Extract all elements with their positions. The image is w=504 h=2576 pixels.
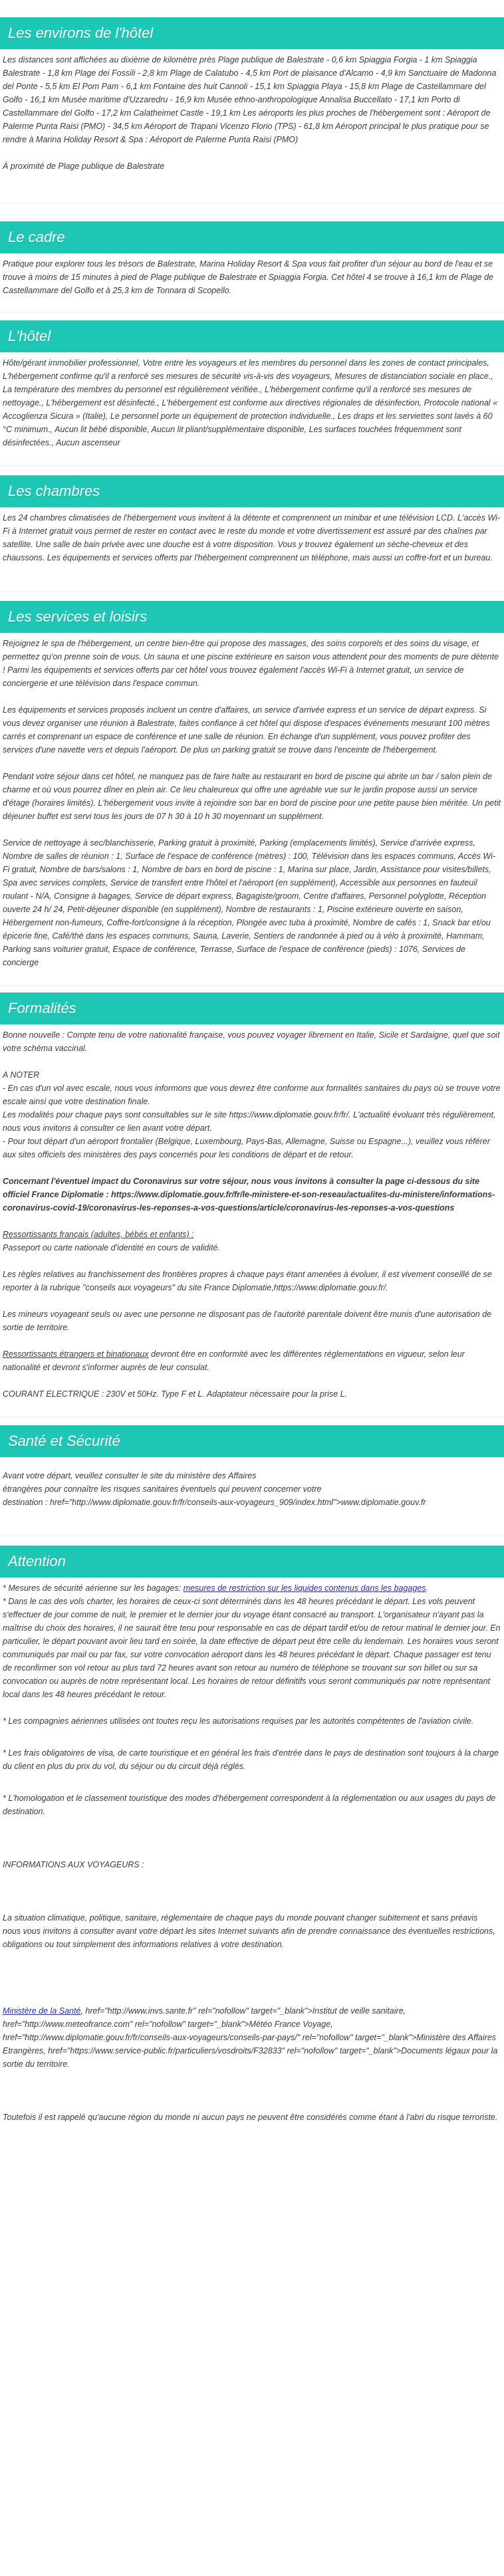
services-paragraph-1: Rejoignez le spa de l'hébergement, un centre bien-être qui propose des massages, des soins corporels et des soins du visage, et permettez qu'on prenne soin de vous. Un sauna et une piscine extérieure en saison vous attendent pour des moments de pure détente ! Parmi les équipements et services offerts par cet hôtel vous trouvez également l'accès Wi-Fi à Internet gratuit, un service de conciergerie et une télévision dans l'espace commun. xyxy=(3,639,499,688)
section-formalites xyxy=(0,993,504,1410)
section-title-environs: Les environs de l'hôtel xyxy=(0,17,504,49)
environs-text: Les distances sont affichées au dixième de kilomètre près Plage publique de Balestrate - 0,6 km Spiaggia Forgia - 1 km Spiaggia Balestrate - 1,8 km Plage dei Fossili - 2,8 km Plage de Calatubo - 4,5 km Port de plaisance d'Alcamo - 4,9 km Sanctuaire de Madonna del Ponte - 5,5 km El Pom Pam - 6,1 km Fontaine des huit Cannoli - 15,1 km Spiaggia Playa - 15,8 km Plage de Castellammare del Golfo - 16,1 km Musée maritime d'Uzzaredru - 16,9 km Musée ethno-anthropologique Annalisa Buccellato - 17,1 km Porto di Castellammare del Golfo - 17,2 km Calatheimet Castle - 19,1 km Les aéroports les plus proches de l'hébergement sont : Aéroport de Palerme Punta Raisi (PMO) - 34,5 km Aéroport de Trapani Vicenzo Florio (TPS) - 61,8 km Aéroport principal le plus pratique pour se rendre à Marina Holiday Resort & Spa : Aéroport de Palerme Punta Raisi (PMO) xyxy=(3,55,497,144)
liquids-restriction-link[interactable]: mesures de restriction sur les liquides contenus dans les bagages xyxy=(183,1583,426,1593)
environs-note: À proximité de Plage publique de Balestrate xyxy=(3,162,165,171)
spacer xyxy=(3,2084,501,2111)
sante-text: Avant votre départ, veuillez consulter le site du ministère des Affaires étrangères pour connaître les risques sanitaires éventuels qui peuvent concerner votre destination : href="http://www.diplomatie.gouv.fr/fr/conseils-aux-voyageurs_909/index.html">www.diplomatie.gouv.fr xyxy=(3,1471,426,1507)
formalites-note-block xyxy=(3,1068,501,1161)
services-paragraph-3: Pendant votre séjour dans cet hôtel, ne manquez pas de faire halte au restaurant en bord de piscine qui abrite un bar / salon plein de charme et où vous pourrez dîner en plein air. Ce lieu chaleureux qui offre une agréable vue sur le jardin propose aussi un service d'étage (horaires limités). L'hébergement vous invite à rejoindre son bar en bord de piscine pour une petite pause bien méritée. Un petit déjeuner buffet est servi tous les jours de 07 h 30 à 10 h 30 moyennant un supplément. xyxy=(3,772,501,821)
formalites-minors: Les mineurs voyageant seuls ou avec une personne ne disposant pas de l'autorité parentale doivent être munis d'une autorisation de sortie de territoire. xyxy=(3,1310,492,1332)
section-title-cadre: Le cadre xyxy=(0,221,504,253)
section-body-services xyxy=(0,633,504,979)
section-title-formalites: Formalités xyxy=(0,993,504,1024)
services-paragraph-2: Les équipements et services proposés incluent un centre d'affaires, un service d'arrivée express et un service de départ express. Si vous devez organiser une réunion à Balestrate, faites confiance à cet hôtel qui dispose d'espaces événements mesurant 100 mètres carrés et comprenant un espace de conférence et une salle de réunion. En échange d'un supplément, vous pouvez profiter des services d'une navette vers et depuis l'aéroport. De plus un parking gratuit se trouve dans l'enceinte de l'hébergement. xyxy=(3,705,490,755)
hotel-text: Hôte/gérant immobilier professionnel, Votre entre les voyageurs et les membres du personnel dans les zones de contact principales, L'hébergement confirme qu'il a renforcé ses mesures de sécurité vis-à-vis des voyageurs, Mesures de distanciation sociale en place., La température des membres du personnel est régulièrement vérifiée., L'hébergement confirme qu'il a renforcé ses mesures de nettoyage., L'hébergement est désinfecté., L'hébergement est conforme aux directives régionales de désinfection, Protocole national « Accoglienza Sicura » (Italie), Le personnel porte un équipement de protection individuelle., Les draps et les serviettes sont lavés à 60 °C minimum., Aucun lit bébé disponible, Aucun lit pliant/supplémentaire disponible, Les surfaces touchées fréquemment sont désinfectées., Aucun ascenseur xyxy=(3,358,498,447)
formalites-note-line: - Pour tout départ d'un aéroport frontalier (Belgique, Luxembourg, Pays-Bas, Allemagne, Suisse ou Espagne...), veuillez vous référer aux sites officiels des ministères des pays concernés pour les conditions de départ et de retour. xyxy=(3,1137,490,1159)
formalites-foreigners-label: Ressortissants étrangers et binationaux xyxy=(3,1349,149,1359)
section-title-chambres: Les chambres xyxy=(0,475,504,507)
section-body-cadre xyxy=(0,253,504,306)
formalites-documents-block xyxy=(3,1228,501,1254)
attention-links xyxy=(3,2004,501,2071)
attention-situation: La situation climatique, politique, sanitaire, réglementaire de chaque pays du monde pouvant changer subitement et sans préavis nous vous invitons à consulter avant votre départ les sites Internet suivants afin de prendre connaissance des éventuelles restrictions, obligations ou tout simplement des informations relatives à votre destination. xyxy=(3,1913,495,1949)
section-divider xyxy=(0,985,504,986)
attention-luggage-security xyxy=(3,1581,501,1595)
section-title-services: Les services et loisirs xyxy=(0,601,504,633)
section-body-environs xyxy=(0,49,504,182)
services-paragraph-4: Service de nettoyage à sec/blanchisserie, Parking gratuit à proximité, Parking (emplacements limités), Service d'arrivée express, Nombre de salles de réunion : 1, Surface de l'espace de conférence (mètres) : 100, Télévision dans les espaces communs, Accès Wi-Fi gratuit, Nombre de bars/salons : 1, Nombre de bars en bord de piscine : 1, Marina sur place, Jardin, Assistance pour visites/billets, Spa avec services complets, Service de transfert entre l'hôtel et l'aéroport (en supplément), Accessible aux personnes en fauteuil roulant - N/A, Consigne à bagages, Service de départ express, Bagagiste/groom, Centre d'affaires, Personnel polyglotte, Réception ouverte 24 h/ 24, Petit-déjeuner disponible (en supplément), Nombre de restaurants : 1, Piscine extérieure ouverte en saison, Hébergement non-fumeurs, Coffre-fort/consigne à la réception, Plongée avec tuba à proximité, Nombre de cafés : 1, Snack bar et/ou épicerie fine, Café/thé dans les espaces communs, Sauna, Laverie, Sentiers de randonnée à pied ou à vélo à proximité, Hammam, Parking sans voiturier gratuit, Espace de conférence, Terrasse, Surface de l'espace de conférence (pieds) : 1076, Services de concierge xyxy=(3,838,496,967)
formalites-electric: COURANT ELECTRIQUE : 230V et 50Hz. Type F et L. Adaptateur nécessaire pour la prise L. xyxy=(3,1389,348,1399)
formalites-note-line: Les modalités pour chaque pays sont consultables sur le site https://www.diplomatie.gouv.fr/fr/. L'actualité évoluant très régulièrement, nous vous invitons à consulter ce lien avant votre départ. xyxy=(3,1110,496,1133)
formalites-documents-text: Passeport ou carte nationale d'identité en cours de validité. xyxy=(3,1243,220,1252)
section-divider xyxy=(0,465,504,466)
section-body-sante xyxy=(0,1457,504,1518)
spacer xyxy=(3,1741,501,1746)
section-divider xyxy=(0,591,504,592)
spacer xyxy=(3,1885,501,1911)
formalites-intro: Bonne nouvelle : Compte tenu de votre nationalité française, vous pouvez voyager librement en Italie, Sicile et Sardaigne, quel que soit votre schéma vaccinal. xyxy=(3,1030,500,1053)
attention-luggage-suffix: . xyxy=(426,1583,428,1593)
ministere-sante-link[interactable]: Ministère de la Santé xyxy=(3,2006,81,2016)
attention-luggage-prefix: * Mesures de sécurité aérienne sur les bagages: xyxy=(3,1583,184,1593)
formalites-coronavirus-notice: Concernant l'éventuel impact du Coronavirus sur votre séjour, nous vous invitons à consulter la page ci-dessous du site officiel France Diplomatie : https://www.diplomatie.gouv.fr/fr/le-ministere-et-son-reseau/actualites-du-ministere/informations-coronavirus-covid-19/coronavirus-les-reponses-a-vos-questions/article/coronavirus-les-reponses-a-vos-questions xyxy=(3,1177,495,1213)
formalites-note-line: - En cas d'un vol avec escale, nous vous informons que vous devrez être conforme aux formalités sanitaires du pays où se trouve votre escale ainsi que votre destination finale. xyxy=(3,1084,501,1106)
section-divider xyxy=(0,202,504,203)
section-cadre xyxy=(0,221,504,306)
formalites-border-rules: Les règles relatives au franchissement des frontières propres à chaque pays étant amenées à évoluer, il est vivement conseillé de se reporter à la rubrique "conseils aux voyageurs" du site France Diplomatie,https://www.diplomatie.gouv.fr/. xyxy=(3,1270,492,1292)
section-title-attention: Attention xyxy=(0,1546,504,1578)
formalites-note-heading: A NOTER xyxy=(3,1070,40,1080)
cadre-text: Pratique pour explorer tous les trésors de Balestrate, Marina Holiday Resort & Spa vous fait profiter d'un séjour au bord de l'eau et se trouve à moins de 15 minutes à pied de Plage publique de Balestrate et Spiaggia Forgia. Cet hôtel 4 se trouve à 16,1 km de Plage de Castellammare del Golfo et à 25,3 km de Tonnara di Scopello. xyxy=(3,259,493,295)
formalites-foreigners xyxy=(3,1347,501,1374)
section-environs xyxy=(0,17,504,182)
section-chambres xyxy=(0,475,504,574)
attention-airlines: * Les compagnies aériennes utilisées ont toutes reçu les autorisations requises par les autorités compétentes de l'aviation civile. xyxy=(3,1716,474,1726)
attention-links-text: , href="http://www.invs.sante.fr" rel="nofollow" target="_blank">Institut de veille sanitaire, href="http://www.meteofrance.com" rel="nofollow" target="_blank">Météo France Voyage, href="http://www.diplomatie.gouv.fr/fr/conseils-aux-voyageurs/conseils-par-pays/" rel="nofollow" target="_blank">Ministère des Affaires Etrangères, href="https://www.service-public.fr/particuliers/vosdroits/F32833" rel="nofollow" target="_blank">Documents légaux pour la sortie du territoire. xyxy=(3,2006,498,2069)
section-hotel xyxy=(0,320,504,459)
spacer xyxy=(3,1786,501,1792)
attention-charter-flights: * Dans le cas des vols charter, les horaires de ceux-ci sont déterminés dans les 48 heures précédant le départ. Les vols peuvent s'effectuer de jour comme de nuit, le premier et le dernier jour du voyage étant consacré au transport. L'organisateur n'ayant pas la maîtrise du choix des horaires, il ne saurait être tenu pour responsable en cas de départ tardif et/ou de retour matinal le dernier jour. En particulier, le départ pouvant avoir lieu tard en soirée, la date effective de départ peut être celle du lendemain. Les horaires vous seront communiqués par mail ou par fax, sur votre convocation aéroport dans les 48 heures précédant le départ. Chaque passager est tenu de reconfirmer son vol retour au plus tard 72 heures avant son retour au numéro de téléphone se trouvant sur son billet ou sur sa convocation ou auprès de notre représentant local. Les horaires de retour définitifs vous seront communiqués par notre représentant local dans les 48 heures précédant le retour. xyxy=(3,1597,501,1699)
chambres-text: Les 24 chambres climatisées de l'hébergement vous invitent à la détente et comprennent un minibar et une télévision LCD. L'accès Wi-Fi à Internet gratuit vous permet de rester en contact avec le reste du monde et votre divertissement est assuré par des chaînes par satellite. Une salle de bain privée avec une douche est à votre disposition. Vous y trouvez également un sèche-cheveux et des chaussons. Les équipements et services offerts par l'hébergement comprennent un téléphone, mais aussi un coffre-fort et un bureau. xyxy=(3,513,501,562)
section-body-attention xyxy=(0,1578,504,2133)
spacer xyxy=(3,1991,501,2004)
section-body-chambres xyxy=(0,507,504,574)
spacer xyxy=(3,1831,501,1858)
formalites-foreigners-text: devront être en conformité avec les différentes réglementations en vigueur, selon leur nationalité et devront s'informer auprès de leur consulat. xyxy=(3,1349,465,1372)
section-sante xyxy=(0,1425,504,1518)
spacer xyxy=(3,1964,501,1991)
section-services xyxy=(0,601,504,979)
attention-accommodation-rating: * L'homologation et le classement touristique des modes d'hébergement correspondent à la réglementation ou aux usages du pays de destination. xyxy=(3,1794,496,1816)
section-title-hotel: L'hôtel xyxy=(0,320,504,352)
attention-travel-info-heading: INFORMATIONS AUX VOYAGEURS : xyxy=(3,1860,144,1869)
section-body-formalites xyxy=(0,1024,504,1410)
attention-visa-fees: * Les frais obligatoires de visa, de carte touristique et en général les frais d'entrée dans le pays de destination sont toujours à la charge du client en plus du prix du vol, du séjour ou du circuit déjà réglés. xyxy=(3,1748,499,1771)
section-attention xyxy=(0,1546,504,2133)
section-title-sante: Santé et Sécurité xyxy=(0,1425,504,1457)
formalites-documents-heading: Ressortissants français (adultes, bébés et enfants) : xyxy=(3,1230,194,1239)
attention-terrorism: Toutefois il est rappelé qu'aucune région du monde ni aucun pays ne peuvent être considérés comme étant à l'abri du risque terroriste. xyxy=(3,2113,498,2122)
section-body-hotel xyxy=(0,352,504,459)
